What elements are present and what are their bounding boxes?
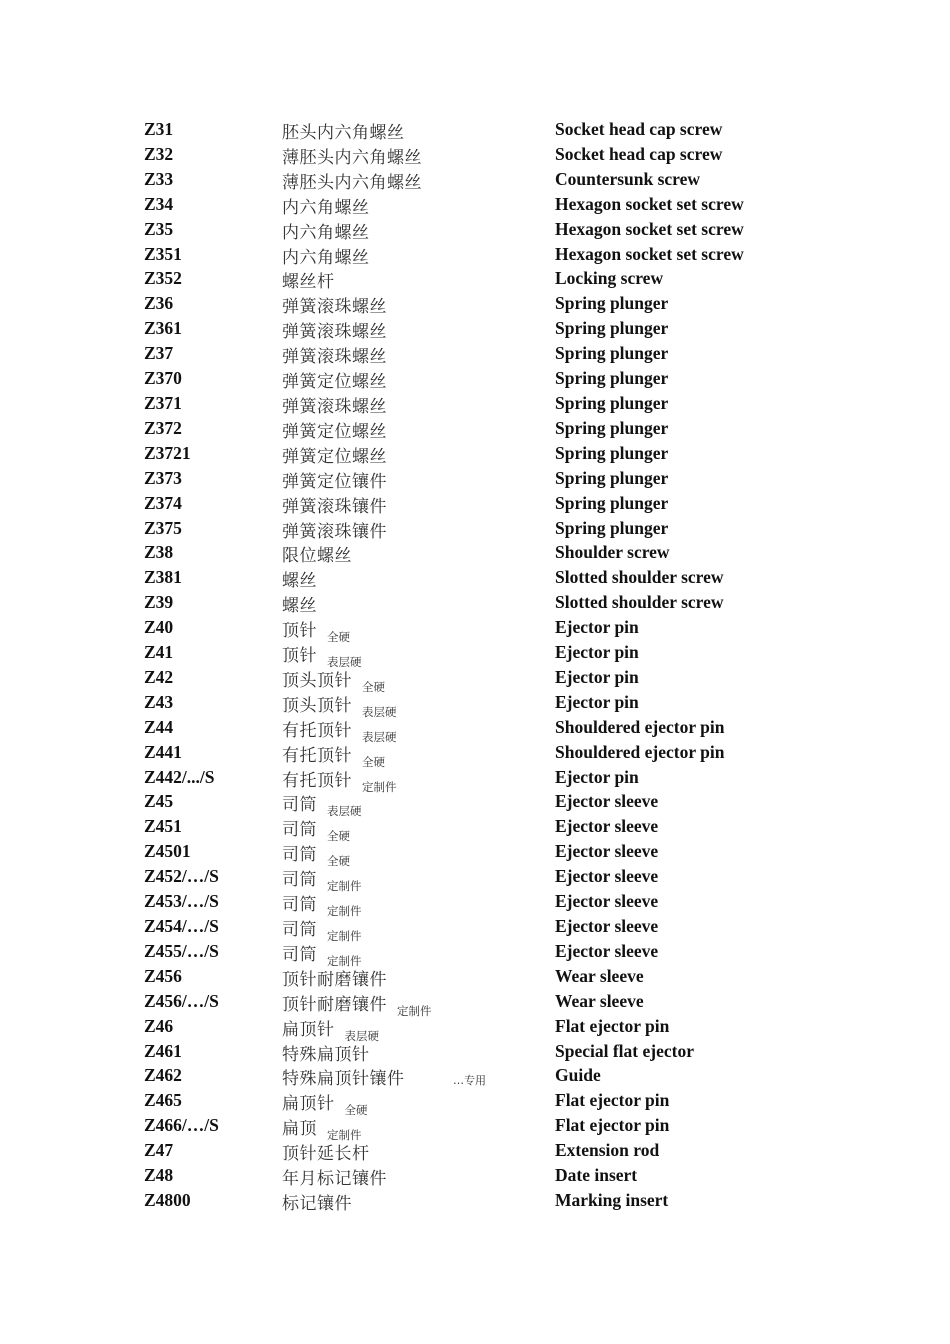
chinese-name-text: 弹簧定位螺丝 [282, 421, 387, 442]
hardness-note: 定制件 [362, 779, 397, 794]
chinese-name-text: 扁顶针 [282, 1094, 335, 1115]
list-item [0, 515, 950, 540]
chinese-name [282, 840, 350, 869]
chinese-name-text: 胚头内六角螺丝 [282, 123, 405, 143]
english-name: Spring plunger [555, 442, 669, 463]
chinese-name [282, 1040, 370, 1065]
english-name: Shouldered ejector pin [555, 741, 725, 762]
english-name: Ejector pin [555, 642, 639, 663]
english-name: Wear sleeve [555, 965, 644, 986]
chinese-name [282, 591, 317, 616]
hardness-note: 表层硬 [327, 804, 362, 819]
chinese-name [282, 890, 362, 919]
english-name: Ejector sleeve [555, 791, 659, 812]
part-code: Z462 [144, 1065, 182, 1086]
list-item [0, 614, 950, 645]
chinese-name-text: 司筒 [282, 920, 317, 940]
chinese-name-text: 弹簧定位螺丝 [282, 372, 387, 393]
hardness-note: 表层硬 [362, 704, 397, 719]
list-item [0, 116, 950, 141]
chinese-name [282, 467, 387, 492]
list-item [0, 216, 950, 241]
chinese-name-text: 特殊扁顶针镶件 [282, 1069, 405, 1090]
chinese-name-text: 弹簧滚珠螺丝 [282, 297, 387, 318]
part-code: Z4501 [144, 841, 191, 862]
part-code: Z31 [144, 119, 174, 139]
list-item [0, 365, 950, 393]
part-code: Z381 [144, 567, 182, 588]
english-name: Countersunk screw [555, 168, 701, 189]
english-name: Ejector sleeve [555, 916, 659, 936]
part-code: Z371 [144, 392, 182, 413]
chinese-name [282, 940, 362, 968]
list-item [0, 813, 950, 844]
english-name: Locking screw [555, 268, 664, 289]
english-name: Spring plunger [555, 293, 669, 314]
part-code: Z48 [144, 1165, 174, 1186]
chinese-name-text: 内六角螺丝 [282, 197, 370, 218]
part-code: Z38 [144, 542, 174, 563]
chinese-name [282, 442, 387, 467]
chinese-name-text: 顶针耐磨镶件 [282, 969, 387, 990]
list-item [0, 465, 950, 490]
chinese-name-text: 特殊扁顶针 [282, 1044, 370, 1065]
hardness-note: 定制件 [327, 1128, 362, 1143]
chinese-name [282, 641, 362, 670]
part-code: Z370 [144, 368, 182, 389]
list-item [0, 390, 950, 415]
chinese-name-text: 顶头顶针 [282, 670, 352, 691]
chinese-name-text: 司筒 [282, 895, 317, 916]
english-name: Ejector sleeve [555, 891, 659, 912]
hardness-note: 全硬 [362, 754, 385, 769]
chinese-name [282, 990, 432, 1018]
part-code: Z35 [144, 218, 174, 239]
chinese-name [282, 168, 422, 193]
part-code: Z42 [144, 666, 174, 687]
chinese-name [282, 965, 387, 990]
hardness-note: 全硬 [362, 679, 385, 694]
list-item [0, 764, 950, 794]
english-name: Spring plunger [555, 417, 669, 438]
part-code: Z4800 [144, 1189, 191, 1210]
part-code: Z37 [144, 343, 174, 364]
english-name: Ejector pin [555, 766, 639, 787]
list-item [0, 315, 950, 343]
english-name: Hexagon socket set screw [555, 218, 744, 239]
part-code: Z461 [144, 1040, 182, 1061]
chinese-name [282, 1114, 362, 1143]
english-name: Flat ejector pin [555, 1090, 670, 1111]
list-item [0, 440, 950, 465]
english-name: Marking insert [555, 1189, 669, 1210]
hardness-note: 定制件 [327, 904, 362, 919]
chinese-name-text: 司筒 [282, 845, 317, 866]
hardness-note: 表层硬 [327, 655, 362, 670]
chinese-name [282, 243, 370, 268]
chinese-name-text: 内六角螺丝 [282, 222, 370, 243]
list-item [0, 265, 950, 293]
chinese-name-text: 有托顶针 [282, 745, 352, 766]
part-code: Z452/…/S [144, 866, 219, 887]
part-code: Z33 [144, 168, 174, 189]
list-item [0, 714, 950, 744]
chinese-name [282, 915, 362, 943]
list-item [0, 1162, 950, 1190]
chinese-name-text: 司筒 [282, 870, 317, 891]
english-name: Shouldered ejector pin [555, 716, 725, 737]
chinese-name-text: 顶针 [282, 621, 317, 642]
english-name: Ejector sleeve [555, 841, 659, 862]
part-code: Z465 [144, 1090, 182, 1111]
english-name: Ejector pin [555, 691, 639, 712]
english-name: Ejector sleeve [555, 866, 659, 887]
hardness-note: 定制件 [397, 1003, 432, 1018]
part-code: Z3721 [144, 442, 191, 463]
hardness-note: 全硬 [327, 854, 350, 869]
chinese-name-text: 司筒 [282, 820, 317, 841]
english-name: Date insert [555, 1165, 638, 1186]
chinese-name [282, 367, 387, 392]
english-name: Spring plunger [555, 343, 669, 364]
english-name: Socket head cap screw [555, 119, 723, 139]
chinese-name-text: 有托顶针 [282, 770, 352, 791]
list-item [0, 913, 950, 943]
chinese-name [282, 143, 422, 168]
part-code: Z375 [144, 517, 182, 538]
english-name: Special flat ejector [555, 1040, 694, 1061]
chinese-name [282, 691, 397, 719]
list-item [0, 888, 950, 919]
english-name: Spring plunger [555, 467, 669, 488]
chinese-name [282, 716, 397, 744]
chinese-name [282, 566, 317, 591]
chinese-name [282, 292, 387, 317]
chinese-name-text: 顶头顶针 [282, 695, 352, 716]
part-code: Z34 [144, 193, 174, 214]
list-item [0, 788, 950, 819]
english-name: Guide [555, 1065, 601, 1086]
parts-list [0, 116, 950, 1212]
list-item [0, 739, 950, 769]
chinese-name-text: 弹簧滚珠镶件 [282, 521, 387, 542]
chinese-name-text: 弹簧滚珠螺丝 [282, 347, 387, 368]
chinese-name [282, 1015, 379, 1043]
list-item [0, 1087, 950, 1118]
chinese-name-text: 顶针延长杆 [282, 1144, 370, 1165]
chinese-name-text: 标记镶件 [282, 1193, 352, 1214]
english-name: Extension rod [555, 1140, 660, 1161]
chinese-name-text: 顶针耐磨镶件 [282, 994, 387, 1015]
english-name: Socket head cap screw [555, 143, 723, 164]
list-item [0, 166, 950, 191]
chinese-name [282, 1189, 352, 1214]
chinese-name-text: 螺丝杆 [282, 272, 335, 293]
list-item [0, 963, 950, 988]
chinese-name-text: 弹簧定位螺丝 [282, 446, 387, 467]
part-code: Z41 [144, 642, 174, 663]
part-code: Z46 [144, 1015, 174, 1036]
list-item [0, 1062, 950, 1090]
part-code: Z454/…/S [144, 916, 219, 936]
list-item [0, 1038, 950, 1063]
list-item [0, 988, 950, 1018]
part-code: Z453/…/S [144, 891, 219, 912]
part-code: Z361 [144, 318, 182, 339]
list-item [0, 1112, 950, 1143]
part-code: Z43 [144, 691, 174, 712]
chinese-name [282, 118, 405, 143]
chinese-name [282, 541, 352, 566]
chinese-name [282, 392, 387, 417]
part-code: Z456 [144, 965, 182, 986]
chinese-name-text: 扁顶针 [282, 1019, 335, 1040]
list-item [0, 838, 950, 869]
chinese-name [282, 865, 362, 894]
english-name: Slotted shoulder screw [555, 567, 724, 588]
chinese-name-text: 薄胚头内六角螺丝 [282, 147, 422, 168]
chinese-name-text: 螺丝 [282, 596, 317, 617]
chinese-name-text: 螺丝 [282, 571, 317, 592]
english-name: Wear sleeve [555, 990, 644, 1011]
list-item [0, 938, 950, 968]
list-item [0, 589, 950, 617]
list-item [0, 863, 950, 894]
part-code: Z44 [144, 716, 174, 737]
chinese-name [282, 417, 387, 442]
english-name: Spring plunger [555, 368, 669, 389]
english-name: Spring plunger [555, 392, 669, 413]
english-name: Spring plunger [555, 492, 669, 513]
english-name: Hexagon socket set screw [555, 193, 744, 214]
chinese-name-text: 年月标记镶件 [282, 1169, 387, 1190]
chinese-name-text: 弹簧滚珠螺丝 [282, 396, 387, 417]
chinese-name [282, 766, 397, 794]
part-code: Z441 [144, 741, 182, 762]
english-name: Flat ejector pin [555, 1115, 670, 1136]
part-code: Z451 [144, 816, 182, 837]
english-name: Slotted shoulder screw [555, 592, 724, 613]
chinese-name-text: 内六角螺丝 [282, 247, 370, 268]
list-item [0, 564, 950, 592]
chinese-name [282, 267, 335, 292]
part-code: Z40 [144, 617, 174, 638]
part-code: Z45 [144, 791, 174, 812]
chinese-name [282, 815, 350, 844]
english-name: Hexagon socket set screw [555, 243, 744, 264]
chinese-name [282, 1064, 405, 1089]
part-code: Z351 [144, 243, 182, 264]
english-name: Spring plunger [555, 517, 669, 538]
hardness-note: 全硬 [344, 1103, 368, 1118]
list-item [0, 539, 950, 567]
list-item [0, 141, 950, 166]
part-code: Z39 [144, 592, 174, 613]
chinese-name [282, 741, 385, 769]
list-item [0, 415, 950, 440]
chinese-name-text: 弹簧定位镶件 [282, 471, 387, 492]
part-code: Z455/…/S [144, 940, 219, 961]
hardness-note: 定制件 [327, 953, 362, 968]
chinese-name [282, 218, 370, 243]
list-item [0, 664, 950, 694]
chinese-name [282, 666, 385, 694]
english-name: Ejector pin [555, 617, 639, 638]
chinese-name-text: 有托顶针 [282, 720, 352, 741]
hardness-note: 表层硬 [362, 729, 397, 744]
chinese-name-text: 顶针 [282, 646, 317, 667]
chinese-name-text: 限位螺丝 [282, 546, 352, 567]
hardness-note: 全硬 [327, 829, 350, 844]
usage-note: …专用 [453, 1074, 486, 1088]
chinese-name-text: 司筒 [282, 944, 317, 965]
list-item [0, 689, 950, 719]
hardness-note: 定制件 [327, 879, 362, 894]
chinese-name-text: 弹簧滚珠螺丝 [282, 322, 387, 343]
english-name: Shoulder screw [555, 542, 670, 563]
chinese-name [282, 1089, 368, 1118]
chinese-name-text: 扁顶 [282, 1119, 317, 1140]
part-code: Z32 [144, 143, 174, 164]
chinese-name [282, 616, 350, 645]
hardness-note: 表层硬 [344, 1028, 379, 1043]
chinese-name [282, 1139, 370, 1164]
list-item [0, 639, 950, 670]
english-name: Flat ejector pin [555, 1015, 670, 1036]
list-item [0, 191, 950, 216]
list-item [0, 1137, 950, 1165]
chinese-name [282, 193, 370, 218]
part-code: Z47 [144, 1140, 174, 1161]
part-code: Z466/…/S [144, 1115, 219, 1136]
part-code: Z442/.../S [144, 766, 215, 787]
hardness-note: 定制件 [327, 929, 362, 943]
chinese-name [282, 517, 387, 542]
part-code: Z456/…/S [144, 990, 219, 1011]
part-code: Z352 [144, 268, 182, 289]
list-item [0, 340, 950, 368]
hardness-note: 全硬 [327, 630, 350, 645]
chinese-name [282, 492, 387, 517]
english-name: Ejector sleeve [555, 816, 659, 837]
list-item [0, 1187, 950, 1212]
part-code: Z372 [144, 417, 182, 438]
chinese-name [282, 317, 387, 342]
list-item [0, 290, 950, 318]
chinese-name-text: 弹簧滚珠镶件 [282, 496, 387, 517]
english-name: Ejector pin [555, 666, 639, 687]
list-item [0, 1013, 950, 1043]
chinese-name [282, 790, 362, 819]
chinese-name-text: 薄胚头内六角螺丝 [282, 172, 422, 193]
english-name: Ejector sleeve [555, 940, 659, 961]
english-name: Spring plunger [555, 318, 669, 339]
chinese-name-text: 司筒 [282, 795, 317, 816]
part-code: Z373 [144, 467, 182, 488]
list-item [0, 241, 950, 266]
list-item [0, 490, 950, 515]
chinese-name [282, 1164, 387, 1189]
part-code: Z36 [144, 293, 174, 314]
chinese-name [282, 342, 387, 367]
part-code: Z374 [144, 492, 182, 513]
